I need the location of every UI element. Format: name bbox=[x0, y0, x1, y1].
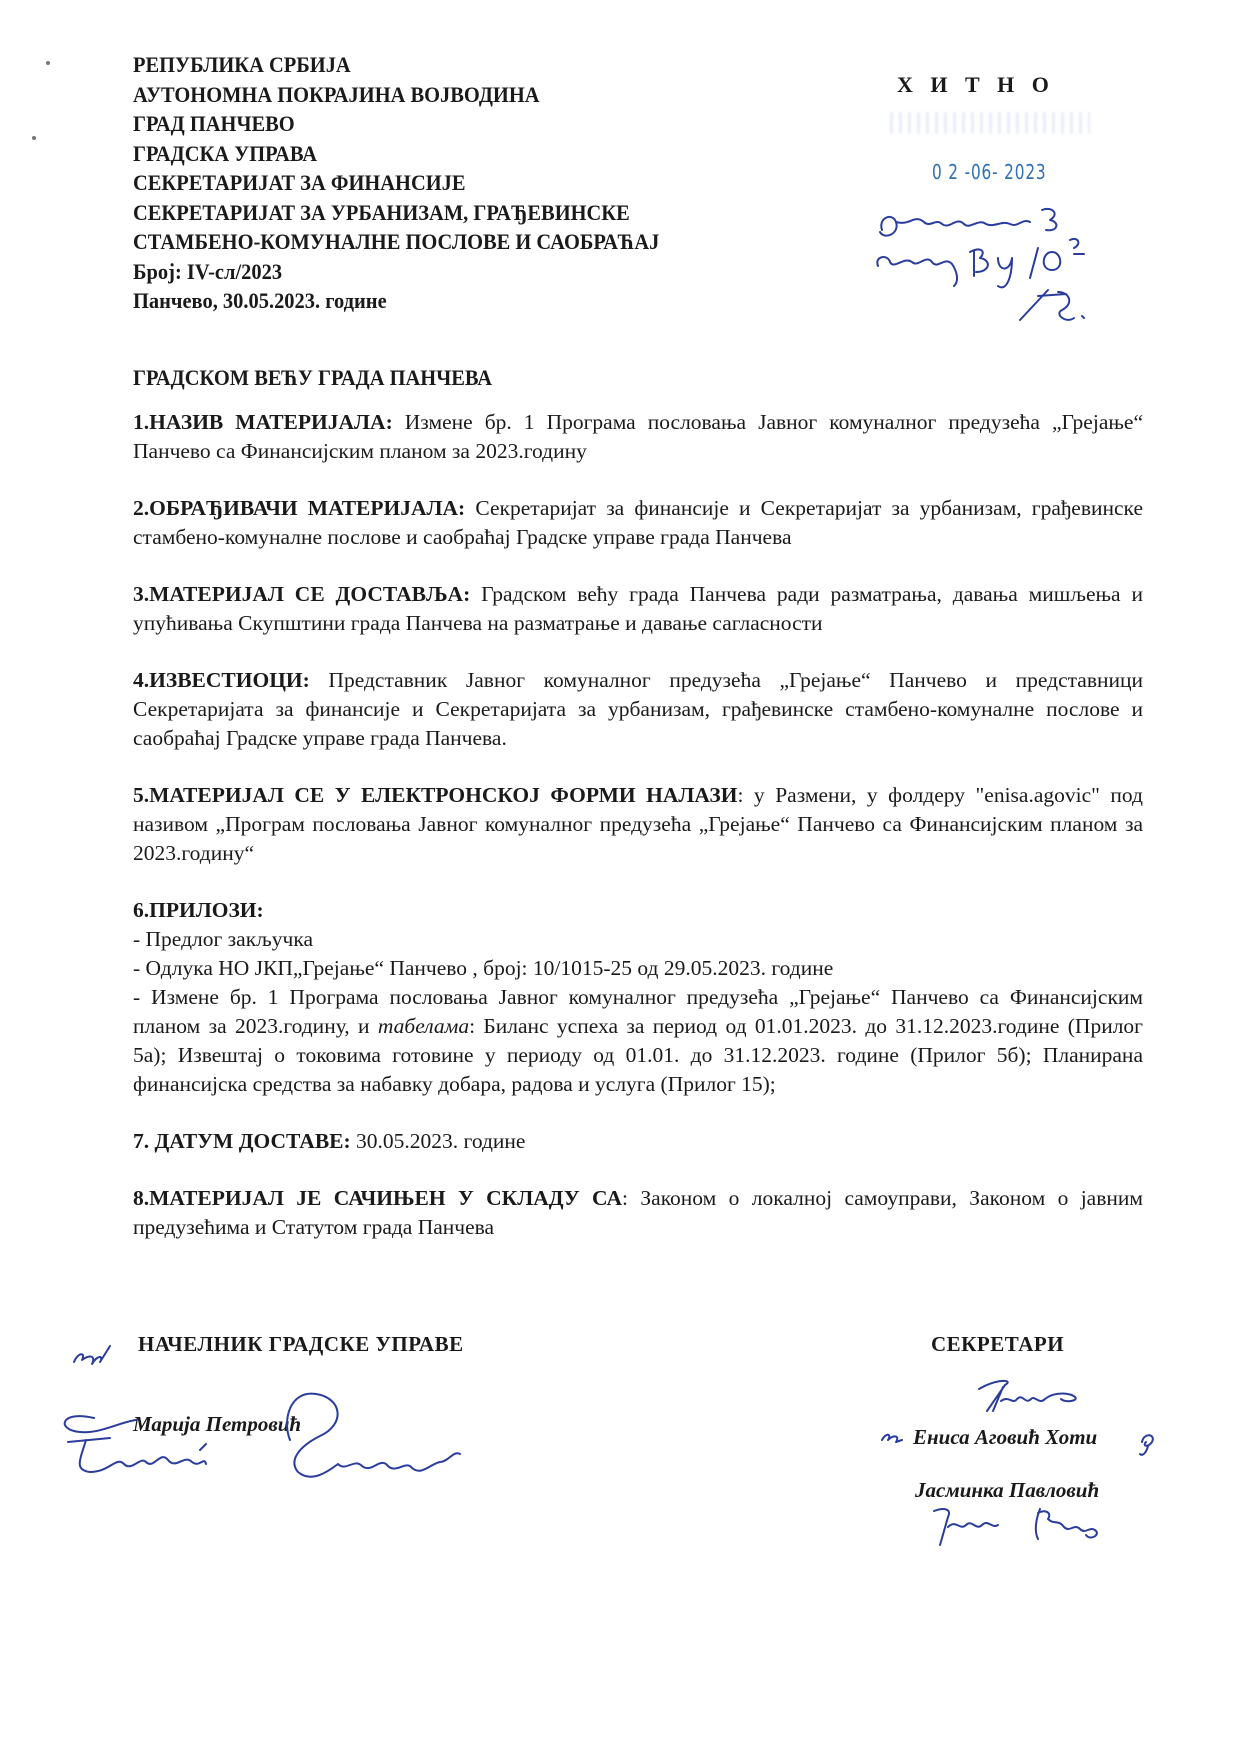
section-label: 1.НАЗИВ МАТЕРИЈАЛА: bbox=[133, 410, 393, 434]
attachment-item: - Одлука НО ЈКП„Грејање“ Панчево , број: 10/1015-25 од 29.05.2023. године bbox=[133, 956, 834, 980]
section-material-delivered bbox=[133, 580, 1143, 638]
signatory-name-secretary-finance: Ениса Аговић Хоти bbox=[913, 1425, 1098, 1449]
section-text: Секретаријат за финансије и Секретаријат за урбанизам, грађевинске стамбено-комуналне послове и саобраћај Градске управе града Панчева bbox=[133, 496, 1144, 549]
section-label: 3.МАТЕРИЈАЛ СЕ ДОСТАВЉА: bbox=[133, 582, 471, 606]
section-attachments bbox=[133, 896, 1143, 1099]
section-compliance bbox=[133, 1184, 1143, 1242]
section-text: 30.05.2023. године bbox=[350, 1129, 526, 1153]
section-delivery-date bbox=[133, 1127, 1143, 1156]
header-line-secretariat-finance: СЕКРЕТАРИЈАТ ЗА ФИНАНСИЈЕ bbox=[133, 170, 466, 195]
section-text: Измене бр. 1 Програма пословања Јавног комуналног предузећа „Грејање“ Панчево са Финансијским планом за 2023.годину bbox=[133, 410, 1143, 463]
attachment-text: : Биланс успеха за период од 01.01.2023. до 31.12.2023.године (Прилог 5а); Извештај о токовима готовине у периоду од 01.01. до 31.12.2023. године (Прилог 5б); Планирана финансијска средства за набавку добара, радова и услуга (Прилог 15); bbox=[133, 1014, 1143, 1096]
section-text: Представник Јавног комуналног предузећа „Грејање“ Панчево и представници Секретаријата за финансије и Секретаријата за урбанизам, грађевинске стамбено-комуналне послове и саобраћај Градске управе града Панчева. bbox=[133, 668, 1143, 750]
attachment-item: - Предлог закључка bbox=[133, 927, 314, 951]
scan-mark bbox=[32, 136, 36, 140]
section-rapporteurs bbox=[133, 666, 1143, 753]
signature-icon bbox=[975, 1375, 1095, 1415]
section-material-name bbox=[133, 408, 1143, 466]
section-electronic-location bbox=[133, 781, 1143, 868]
section-material-authors bbox=[133, 494, 1143, 552]
section-label: 4.ИЗВЕСТИОЦИ: bbox=[133, 668, 310, 692]
attachment-italic-text: табелама bbox=[377, 1014, 470, 1038]
receipt-stamp-date: 0 2 -06- 2023 bbox=[932, 160, 1047, 184]
handwritten-note-icon bbox=[870, 200, 1110, 330]
section-label: 8.МАТЕРИЈАЛ ЈЕ САЧИЊЕН У СКЛАДУ СА bbox=[133, 1186, 623, 1210]
signatory-name-head: Марија Петровић bbox=[133, 1412, 302, 1436]
initials-icon bbox=[70, 1340, 120, 1370]
initials-icon bbox=[1138, 1430, 1160, 1460]
section-label: 7. ДАТУМ ДОСТАВЕ: bbox=[133, 1129, 351, 1153]
initials-icon bbox=[878, 1426, 908, 1450]
header-line-secretariat-urbanism-cont: СТАМБЕНО-КОМУНАЛНЕ ПОСЛОВЕ И САОБРАЋАЈ bbox=[133, 229, 660, 254]
section-text: : у Размени, у фолдеру "enisa.agovic" под називом „Програм пословања Јавног комуналног предузећа „Грејање“ Панчево са Финансијским планом за 2023.годину“ bbox=[133, 783, 1143, 865]
section-text: Градском већу града Панчева ради разматрања, давања мишљења и упућивања Скупштини града Панчева на разматрање и давање сагласности bbox=[133, 582, 1143, 635]
header-line-city: ГРАД ПАНЧЕВО bbox=[133, 111, 295, 136]
section-label: 2.ОБРАЂИВАЧИ МАТЕРИЈАЛА: bbox=[133, 496, 466, 520]
attachment-item bbox=[133, 983, 1143, 1099]
header-line-secretariat-urbanism: СЕКРЕТАРИЈАТ ЗА УРБАНИЗАМ, ГРАЂЕВИНСКЕ bbox=[133, 199, 630, 225]
document-body bbox=[133, 408, 1143, 1270]
header-line-number: Број: IV-сл/2023 bbox=[133, 258, 283, 284]
header-line-province: АУТОНОМНА ПОКРАЈИНА ВОЈВОДИНА bbox=[133, 81, 540, 107]
signature-icon bbox=[50, 1380, 510, 1490]
document-header bbox=[133, 50, 659, 316]
section-text: : Законом о локалној самоуправи, Законом о јавним предузећима и Статутом града Панчева bbox=[133, 1186, 1143, 1239]
urgent-label: Х И Т Н О bbox=[897, 72, 1055, 97]
signatory-title-head: НАЧЕЛНИК ГРАДСКЕ УПРАВЕ bbox=[138, 1332, 464, 1356]
receipt-stamp-smudge bbox=[890, 112, 1090, 134]
attachment-text: - Измене бр. 1 Програма пословања Јавног комуналног предузећа „Грејање“ Панчево са Финансијским планом за 2023.годину, и bbox=[133, 985, 1143, 1038]
addressee: ГРАДСКОМ ВЕЋУ ГРАДА ПАНЧЕВА bbox=[133, 365, 493, 390]
section-label: 6.ПРИЛОЗИ: bbox=[133, 898, 264, 922]
signatory-title-secretaries: СЕКРЕТАРИ bbox=[931, 1332, 1065, 1356]
scan-mark bbox=[46, 61, 50, 65]
header-line-administration: ГРАДСКА УПРАВА bbox=[133, 140, 317, 166]
signature-icon bbox=[930, 1505, 1130, 1550]
section-label: 5.МАТЕРИЈАЛ СЕ У ЕЛЕКТРОНСКОЈ ФОРМИ НАЛАЗИ bbox=[133, 783, 738, 807]
signatory-name-secretary-urbanism: Јасминка Павловић bbox=[915, 1478, 1100, 1502]
header-line-place-date: Панчево, 30.05.2023. године bbox=[133, 288, 387, 313]
header-line-country: РЕПУБЛИКА СРБИЈА bbox=[133, 52, 351, 77]
